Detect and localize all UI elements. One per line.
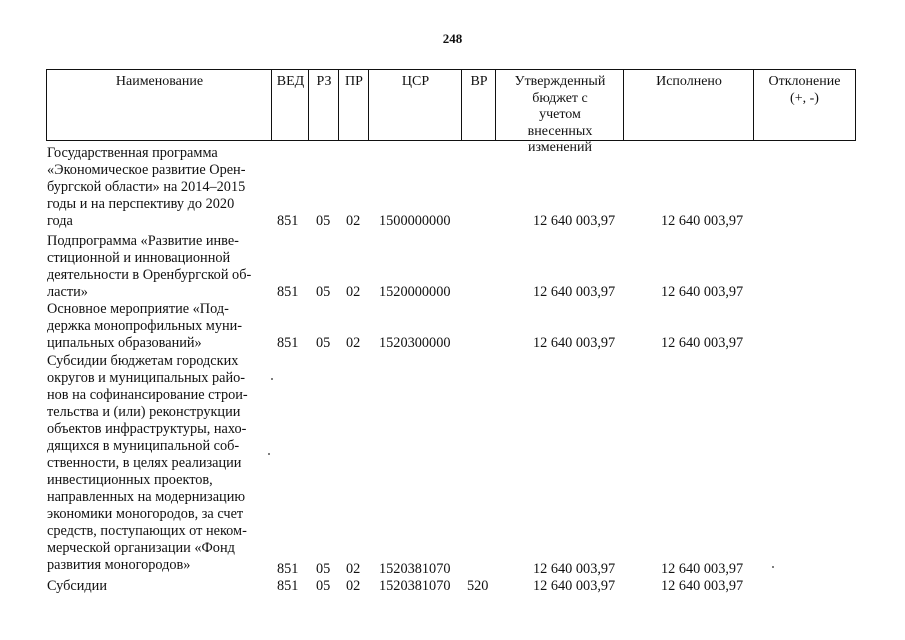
row-name: Основное мероприятие «Под- держка монопрофильных муни- ципальных образований» (47, 301, 243, 351)
header-rz: РЗ (316, 74, 332, 89)
row-csr: 1520381070 (379, 578, 451, 594)
row-executed: 12 640 003,97 (661, 213, 744, 229)
table-header (46, 69, 856, 155)
row-name: Подпрограмма «Развитие инве- стиционной и инновационной деятельности в Оренбургской об- ласти» (47, 233, 252, 300)
row-rz: 05 (316, 284, 331, 300)
row-csr: 1520381070 (379, 561, 451, 577)
row-budget: 12 640 003,97 (533, 213, 616, 229)
header-csr: ЦСР (401, 74, 430, 89)
row-executed: 12 640 003,97 (661, 335, 744, 351)
header-pr: ПР (345, 74, 363, 89)
row-executed: 12 640 003,97 (661, 284, 744, 300)
row-pr: 02 (346, 335, 361, 351)
header-deviation: Отклонение (+, -) (768, 74, 841, 106)
row-executed: 12 640 003,97 (661, 578, 744, 594)
page-number: 248 (442, 31, 463, 46)
row-vr: 520 (467, 578, 489, 594)
row-pr: 02 (346, 284, 361, 300)
row-ved: 851 (277, 284, 299, 300)
row-budget: 12 640 003,97 (533, 335, 616, 351)
row-rz: 05 (316, 335, 331, 351)
header-name: Наименование (115, 74, 204, 89)
row-name: Субсидии (47, 578, 107, 594)
row-csr: 1520300000 (379, 335, 451, 351)
row-name: Субсидии бюджетам городских округов и муниципальных райо- нов на софинансирование строи- тельства и (или) реконструкции объектов инфраструктуры, нахо- дящихся в муниципальной соб- ственности, в целях реализации инвестиционных проектов, направленных на модернизацию экономики моногородов, за счет средств, поступающих от неком- мерческой организации «Фонд развития моногородов» (47, 353, 248, 573)
row-pr: 02 (346, 561, 361, 577)
row-ved: 851 (277, 213, 299, 229)
scan-speck (772, 566, 774, 568)
scan-speck (271, 378, 273, 380)
header-budget: Утвержденный бюджет с учетом внесенных изменений (514, 74, 606, 155)
header-ved: ВЕД (276, 74, 305, 89)
row-ved: 851 (277, 561, 299, 577)
row-csr: 1520000000 (379, 284, 451, 300)
row-rz: 05 (316, 578, 331, 594)
row-budget: 12 640 003,97 (533, 578, 616, 594)
row-budget: 12 640 003,97 (533, 284, 616, 300)
row-rz: 05 (316, 213, 331, 229)
row-ved: 851 (277, 578, 299, 594)
row-pr: 02 (346, 213, 361, 229)
row-name: Государственная программа «Экономическое развитие Орен- бургской области» на 2014–2015 годы и на перспективу до 2020 года (47, 145, 246, 229)
header-executed: Исполнено (656, 74, 722, 89)
row-pr: 02 (346, 578, 361, 594)
header-vr: ВР (470, 74, 488, 89)
row-executed: 12 640 003,97 (661, 561, 744, 577)
row-csr: 1500000000 (379, 213, 451, 229)
row-ved: 851 (277, 335, 299, 351)
row-rz: 05 (316, 561, 331, 577)
row-budget: 12 640 003,97 (533, 561, 616, 577)
scan-speck (268, 453, 270, 455)
